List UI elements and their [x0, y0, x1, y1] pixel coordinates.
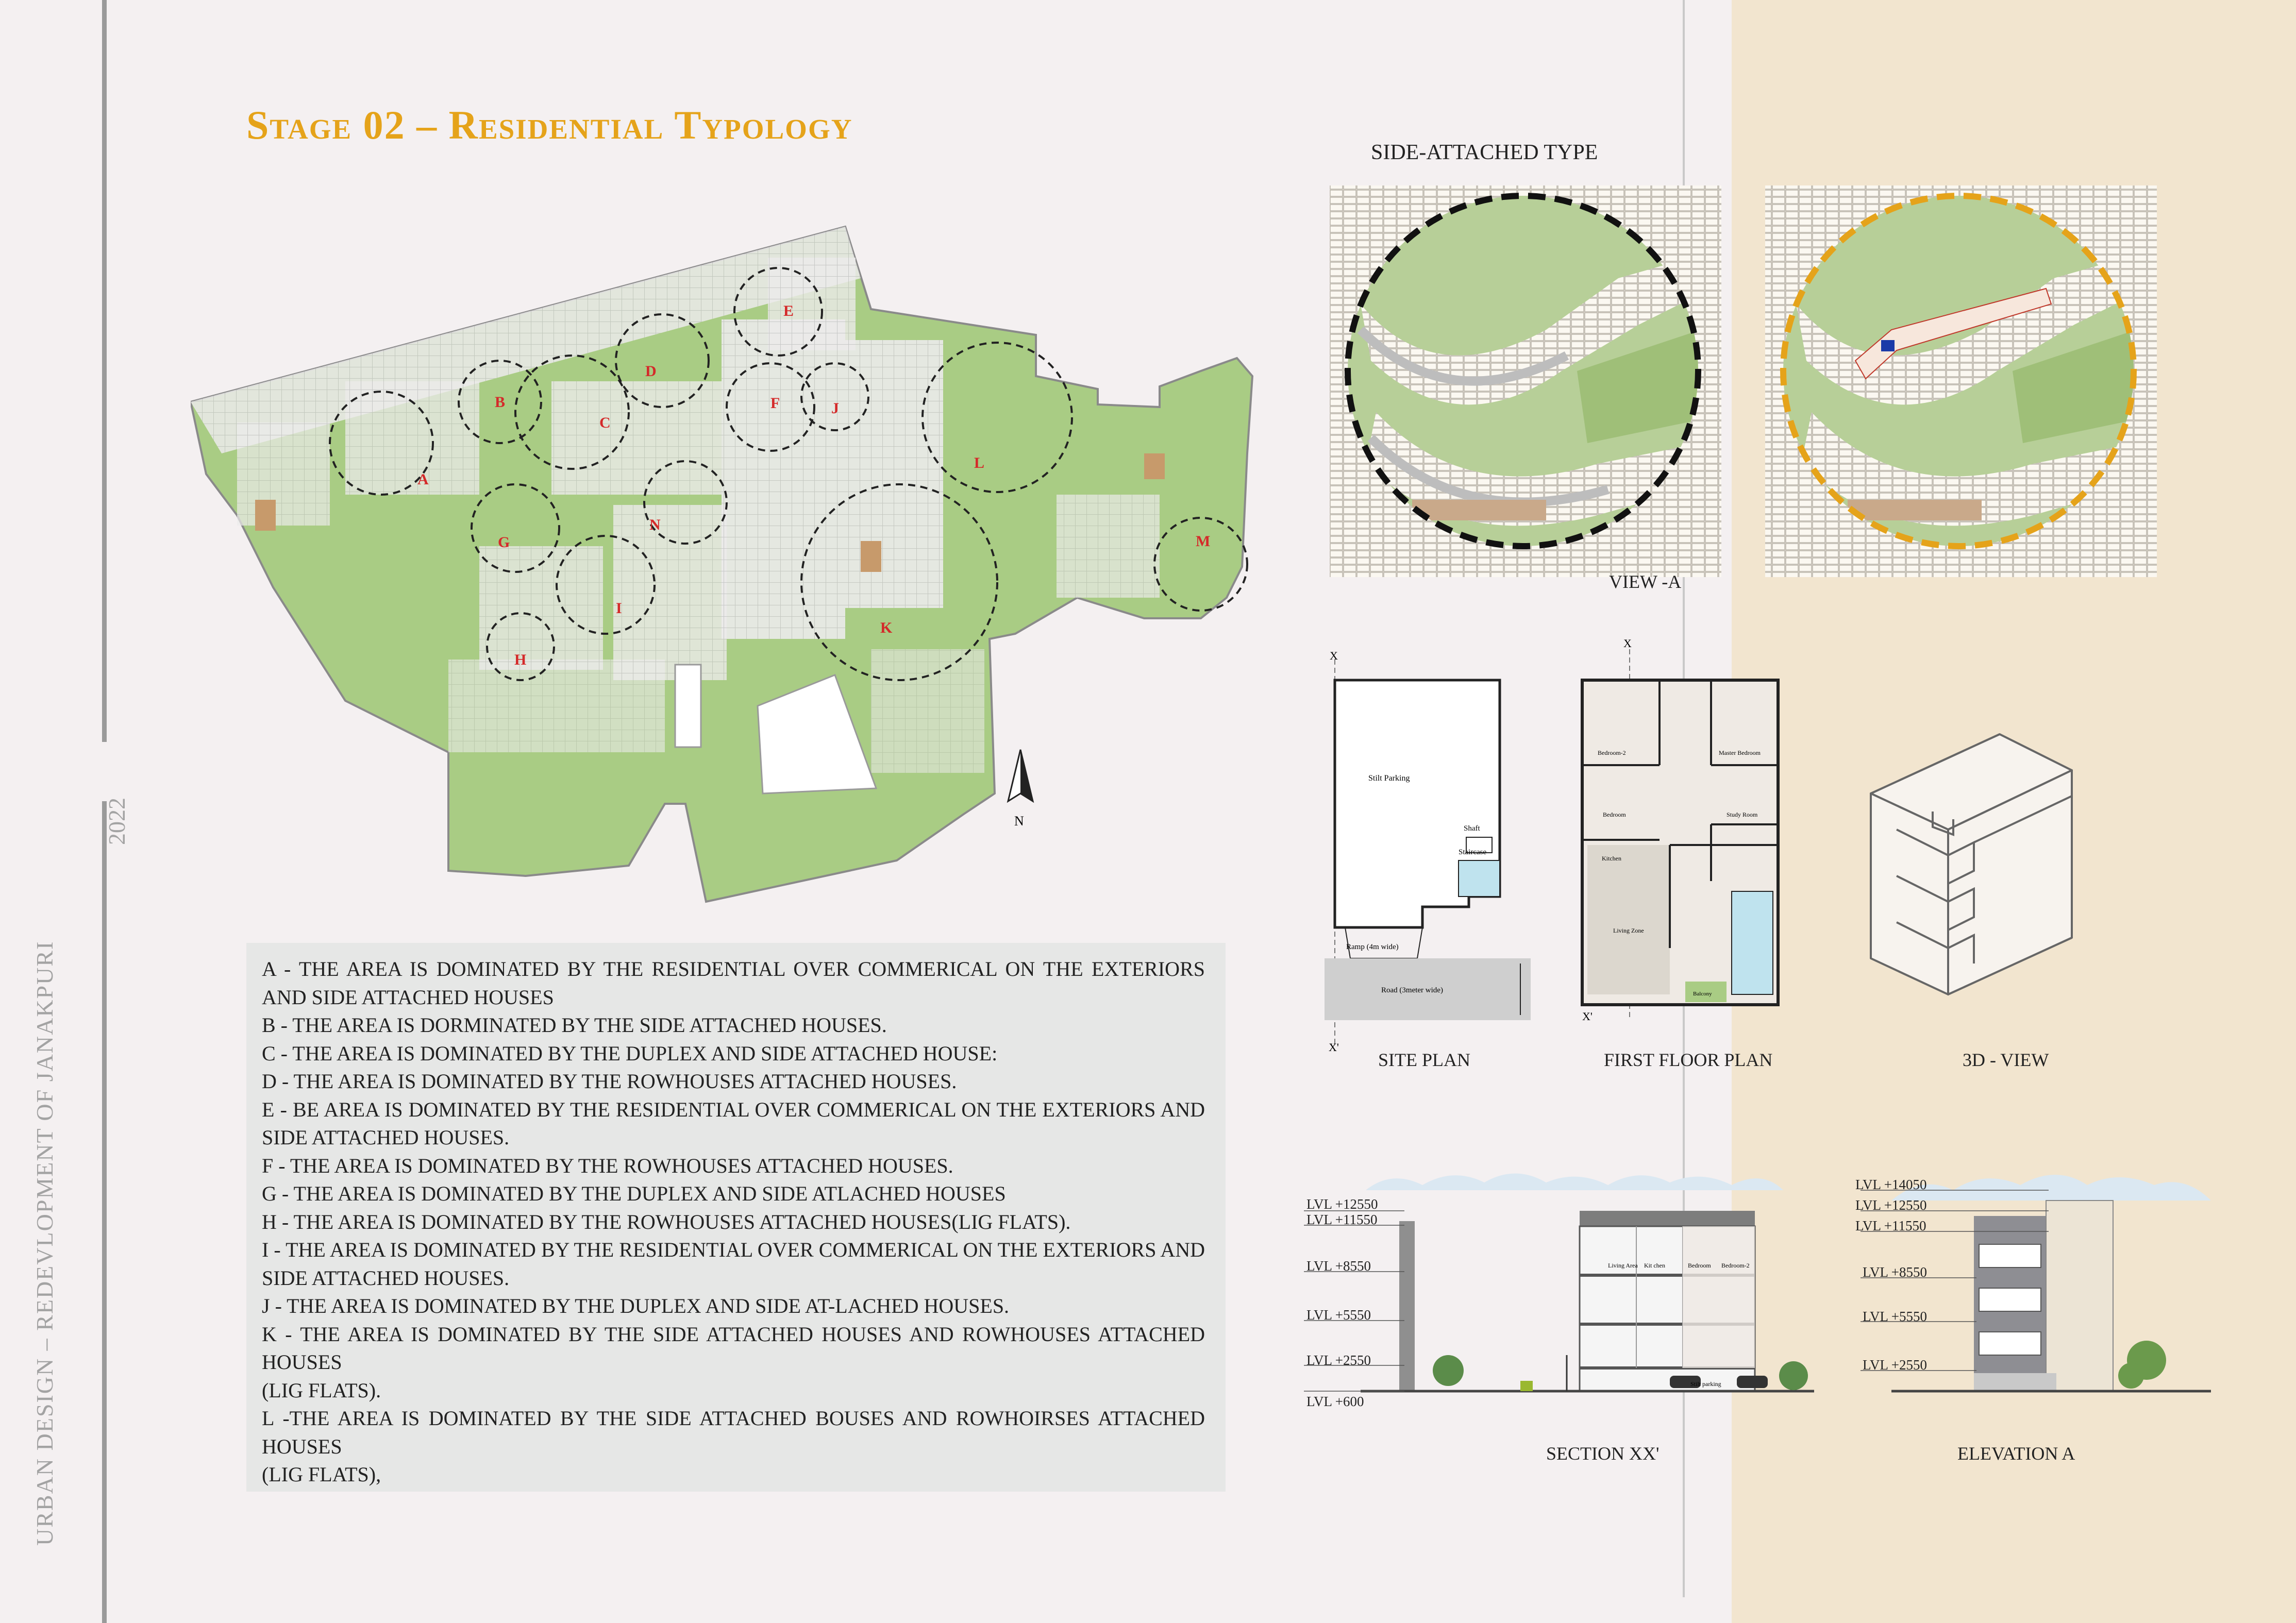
- isometric-3d-drawing: [1866, 680, 2082, 1000]
- zone-note: I - THE AREA IS DOMINATED BY THE RESIDENTIAL OVER COMMERICAL ON THE EXTERIORS AND SIDE ATTACHED HOUSES.: [262, 1238, 1205, 1290]
- zone-notes-panel: [246, 943, 1226, 1492]
- level-label: LVL +2550: [1863, 1357, 1927, 1373]
- view-a-diagrams: [1330, 175, 2196, 598]
- built-block: [845, 340, 943, 608]
- zone-label-j: J: [831, 400, 839, 417]
- site-map: [191, 185, 1314, 907]
- site-plan-label: Stilt Parking: [1368, 774, 1410, 783]
- zone-label-k: K: [880, 619, 893, 636]
- section-label: Bedroom-2: [1721, 1262, 1750, 1269]
- type-title: SIDE-ATTACHED TYPE: [1371, 141, 1598, 164]
- zone-note: E - BE AREA IS DOMINATED BY THE RESIDENTIAL OVER COMMERICAL ON THE EXTERIORS AND SIDE ATTACHED HOUSES.: [262, 1097, 1205, 1149]
- site-plan-label: Staircase: [1459, 848, 1487, 856]
- elevation-tower: [2046, 1201, 2113, 1391]
- section-mark-bottom: X': [1582, 1010, 1593, 1023]
- level-label: LVL +12550: [1855, 1197, 1927, 1213]
- page-title: Stage 02 – Residential Typology: [246, 103, 853, 147]
- site-plan-caption: SITE PLAN: [1378, 1050, 1470, 1070]
- built-block: [722, 319, 845, 639]
- level-label: LVL +5550: [1306, 1307, 1371, 1323]
- floor-plan-label: Study Room: [1727, 811, 1758, 818]
- stair-block: [1732, 891, 1773, 994]
- view-label: VIEW -A: [1609, 571, 1682, 592]
- zone-label-e: E: [783, 302, 794, 319]
- built-block: [768, 258, 856, 350]
- zone-label-c: C: [599, 414, 611, 431]
- zone-note: L -THE AREA IS DOMINATED BY THE SIDE ATTACHED BOUSES AND ROWHOIRSES ATTACHED HOUSES: [262, 1407, 1205, 1458]
- zone-label-h: H: [514, 651, 527, 668]
- level-label: LVL +11550: [1855, 1218, 1926, 1233]
- zone-note: A - THE AREA IS DOMINATED BY THE RESIDENTIAL OVER COMMERICAL ON THE EXTERIORS AND SIDE ATTACHED HOUSES: [262, 957, 1205, 1009]
- floor-plan-label: Master Bedroom: [1719, 749, 1761, 756]
- section-mark-top: X: [1623, 639, 1632, 650]
- zone-note: B - THE AREA IS DORMINATED BY THE SIDE ATTACHED HOUSES.: [262, 1013, 887, 1037]
- section-label: Living Area: [1608, 1262, 1638, 1269]
- floor-plan-label: Kitchen: [1602, 855, 1621, 862]
- section-mark-top: X: [1330, 649, 1338, 662]
- zone-label-m: M: [1196, 533, 1211, 550]
- floor-plan-label: Bedroom-2: [1598, 749, 1626, 756]
- floor-plan-caption: FIRST FLOOR PLAN: [1604, 1050, 1773, 1070]
- floor-plan-label: Bedroom: [1603, 811, 1626, 818]
- site-plan-label: Shaft: [1464, 824, 1480, 833]
- zone-label-a: A: [417, 471, 429, 488]
- section-xx-drawing: [1299, 1159, 1830, 1427]
- site-plan-label: Ramp (4m wide): [1346, 943, 1399, 951]
- sky-clouds: [1366, 1174, 1783, 1191]
- zone-note: (LIG FLATS),: [262, 1463, 381, 1486]
- level-label: LVL +14050: [1855, 1177, 1927, 1192]
- floor-plan-label: Living Zone: [1613, 927, 1644, 934]
- landmark-block: [255, 500, 276, 531]
- level-label: LVL +5550: [1863, 1309, 1927, 1324]
- north-label: N: [1014, 814, 1024, 829]
- landmark-block: [1144, 453, 1165, 479]
- built-block: [237, 422, 330, 526]
- level-label: LVL +600: [1306, 1394, 1364, 1409]
- living-zone: [1587, 845, 1670, 994]
- landmark-block: [861, 541, 881, 572]
- level-label: LVL +8550: [1863, 1264, 1927, 1280]
- section-label: Stilt parking: [1690, 1380, 1721, 1388]
- vehicle: [1520, 1381, 1533, 1391]
- zone-label-l: L: [974, 454, 985, 471]
- zone-note: D - THE AREA IS DOMINATED BY THE ROWHOUSES ATTACHED HOUSES.: [262, 1070, 957, 1093]
- section-label: Bedroom: [1688, 1262, 1711, 1269]
- zone-note: F - THE AREA IS DOMINATED BY THE ROWHOUSES ATTACHED HOUSES.: [262, 1154, 953, 1177]
- floor-plan-label: Balcony: [1693, 991, 1712, 997]
- zone-label-b: B: [495, 394, 506, 411]
- zone-note: (LIG FLATS).: [262, 1378, 381, 1402]
- zone-label-i: I: [616, 600, 622, 617]
- elevation-caption: ELEVATION A: [1957, 1443, 2075, 1464]
- year-label: 2022: [104, 798, 130, 845]
- zone-label-f: F: [770, 395, 780, 412]
- staircase-block: [1459, 860, 1500, 897]
- zone-note: H - THE AREA IS DOMINATED BY THE ROWHOUSES ATTACHED HOUSES(LIG FLATS).: [262, 1210, 1071, 1233]
- built-block: [345, 381, 479, 495]
- roof-slab: [1580, 1211, 1755, 1226]
- iso-side-face: [1871, 793, 1948, 994]
- section-mark-bottom: X': [1329, 1041, 1339, 1054]
- level-label: LVL +12550: [1306, 1196, 1378, 1212]
- margin-rule-gap: [100, 742, 109, 801]
- sky-clouds: [1891, 1175, 2211, 1201]
- zone-label-d: D: [645, 363, 657, 380]
- section-caption: SECTION XX': [1546, 1443, 1660, 1464]
- level-label: LVL +8550: [1306, 1258, 1371, 1274]
- zone-note: J - THE AREA IS DOMINATED BY THE DUPLEX AND SIDE AT-LACHED HOUSES.: [262, 1294, 1010, 1317]
- built-block: [1057, 495, 1160, 598]
- zone-label-g: G: [498, 534, 510, 551]
- level-label: LVL +11550: [1306, 1212, 1378, 1227]
- site-plan-drawing: [1309, 639, 1546, 1067]
- view-3d-caption: 3D - VIEW: [1963, 1050, 2049, 1070]
- side-label: URBAN DESIGN – REDEVLOPMENT OF JANAKPURI: [31, 940, 58, 1546]
- zone-note: K - THE AREA IS DOMINATED BY THE SIDE ATTACHED HOUSES AND ROWHOUSES ATTACHED HOUSES: [262, 1322, 1205, 1374]
- open-plot: [675, 665, 701, 747]
- first-floor-plan-drawing: [1567, 639, 1794, 1030]
- site-plan-label: Road (3meter wide): [1381, 986, 1443, 994]
- north-arrow-icon: [1008, 750, 1033, 801]
- zone-note: G - THE AREA IS DOMINATED BY THE DUPLEX AND SIDE ATLACHED HOUSES: [262, 1182, 1006, 1205]
- built-block: [871, 649, 984, 773]
- built-block: [613, 505, 727, 680]
- zone-note: C - THE AREA IS DOMINATED BY THE DUPLEX AND SIDE ATTACHED HOUSE:: [262, 1041, 998, 1065]
- built-block: [448, 660, 665, 752]
- section-label: Kit chen: [1644, 1262, 1665, 1269]
- level-label: LVL +2550: [1306, 1352, 1371, 1368]
- zone-label-n: N: [649, 516, 661, 533]
